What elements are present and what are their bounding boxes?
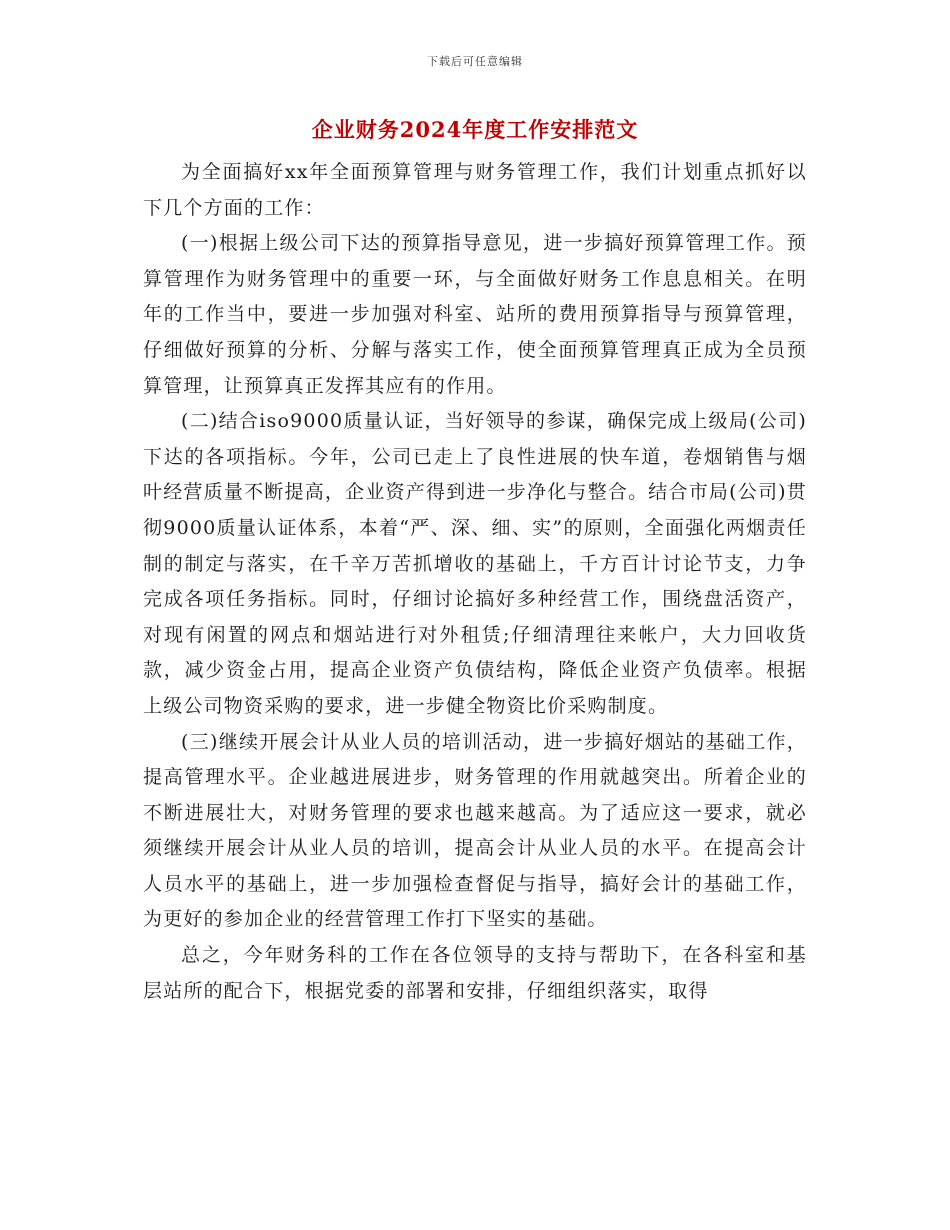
paragraph-summary: 总之，今年财务科的工作在各位领导的支持与帮助下，在各科室和基层站所的配合下，根据党委的部署和安排，仔细组织落实，取得 bbox=[143, 944, 807, 1002]
document-body bbox=[143, 155, 807, 1009]
header-note: 下载后可任意编辑 bbox=[427, 55, 523, 68]
document-title: 企业财务2024年度工作安排范文 bbox=[311, 117, 639, 142]
paragraph-section-1: (一)根据上级公司下达的预算指导意见，进一步搞好预算管理工作。预算管理作为财务管理中的重要一环，与全面做好财务工作息息相关。在明年的工作当中，要进一步加强对科室、站所的费用预算指导与预算管理，仔细做好预算的分析、分解与落实工作，使全面预算管理真正成为全员预算管理，让预算真正发挥其应有的作用。 bbox=[143, 232, 807, 397]
paragraph-section-3: (三)继续开展会计从业人员的培训活动，进一步搞好烟站的基础工作，提高管理水平。企业越进展进步，财务管理的作用就越突出。所着企业的不断进展壮大，对财务管理的要求也越来越高。为了适应这一要求，就必须继续开展会计从业人员的培训，提高会计从业人员的水平。在提高会计人员水平的基础上，进一步加强检查督促与指导，搞好会计的基础工作，为更好的参加企业的经营管理工作打下坚实的基础。 bbox=[143, 730, 807, 931]
paragraph-intro: 为全面搞好xx年全面预算管理与财务管理工作，我们计划重点抓好以下几个方面的工作： bbox=[143, 161, 807, 219]
paragraph-section-2: (二)结合iso9000质量认证，当好领导的参谋，确保完成上级局(公司)下达的各项指标。今年，公司已走上了良性进展的快车道，卷烟销售与烟叶经营质量不断提高，企业资产得到进一步净化与整合。结合市局(公司)贯彻9000质量认证体系，本着“严、深、细、实”的原则，全面强化两烟责任制的制定与落实，在千辛万苦抓增收的基础上，千方百计讨论节支，力争完成各项任务指标。同时，仔细讨论搞好多种经营工作，围绕盘活资产，对现有闲置的网点和烟站进行对外租赁;仔细清理往来帐户，大力回收货款，减少资金占用，提高企业资产负债结构，降低企业资产负债率。根据上级公司物资采购的要求，进一步健全物资比价采购制度。 bbox=[143, 410, 807, 717]
